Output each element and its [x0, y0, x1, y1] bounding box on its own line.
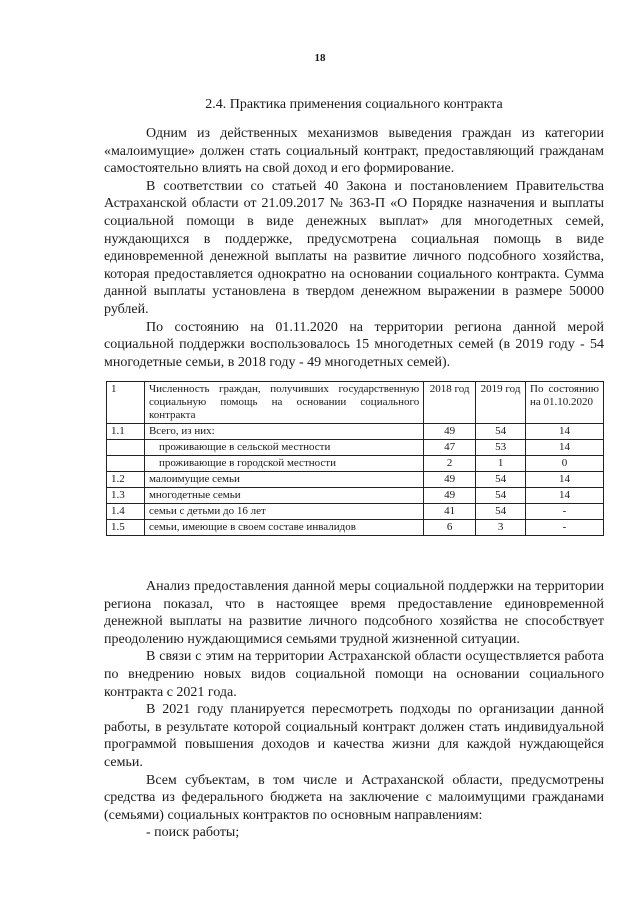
table-row [107, 472, 604, 488]
table-cell: 14 [526, 472, 604, 488]
paragraph: - поиск работы; [146, 825, 240, 841]
paragraph: В соответствии со статьей 40 Закона и постановлением Правительства Астраханской области от 21.09.2017 № 363-П «О Порядке назначения и выплаты социальной помощи в виде денежных выплат» для многодетных семей, нуждающихся в поддержке, предусмотрена социальная помощь в виде единовременной денежной выплаты на развитие личного подсобного хозяйства, которая предоставляется однократно на основании социального контракта. Сумма данной выплаты установлена в твердом денежном выражении в размере 50000 рублей. [104, 178, 604, 317]
table-cell: 41 [424, 504, 476, 520]
page-number: 18 [314, 52, 326, 64]
table-cell: 54 [476, 488, 526, 504]
statistics-table [106, 381, 604, 536]
table-header-cell: 2018 год [424, 382, 476, 424]
table-cell: - [526, 520, 604, 536]
table-cell: 54 [476, 472, 526, 488]
table-header-cell: Численность граждан, получивших государственную социальную помощь на основании социального контракта [144, 382, 423, 424]
table-cell: 1.2 [107, 472, 145, 488]
paragraph: Анализ предоставления данной меры социальной поддержки на территории региона показал, что в настоящее время предоставление единовременной денежной выплаты на развитие личного подсобного хозяйства не способствует преодолению нуждающимися семьями трудной жизненной ситуации. [104, 579, 604, 647]
table-cell: многодетные семьи [144, 488, 423, 504]
table-cell: малоимущие семьи [144, 472, 423, 488]
table-row [107, 424, 604, 440]
table-row [107, 488, 604, 504]
table-cell: 1.3 [107, 488, 145, 504]
table-cell [107, 456, 145, 472]
text-block-top [104, 125, 604, 371]
paragraph: По состоянию на 01.11.2020 на территории региона данной мерой социальной поддержки воспользовалось 15 многодетных семей (в 2019 году - 54 многодетные семьи, в 2018 году - 49 многодетных семей). [104, 319, 604, 370]
table-cell: 14 [526, 424, 604, 440]
table-cell: 1 [476, 456, 526, 472]
table-cell: 6 [424, 520, 476, 536]
text-block-bottom [104, 578, 604, 842]
paragraph: Одним из действенных механизмов выведения граждан из категории «малоимущие» должен стать социальный контракт, предоставляющий гражданам самостоятельно влиять на свой доход и его формирование. [104, 126, 604, 177]
table-header-row [107, 382, 604, 424]
table-cell: 49 [424, 488, 476, 504]
table-cell: 47 [424, 440, 476, 456]
table-cell: 1.4 [107, 504, 145, 520]
table-cell: 49 [424, 472, 476, 488]
table-cell: 14 [526, 440, 604, 456]
table-cell: 53 [476, 440, 526, 456]
table-cell: 14 [526, 488, 604, 504]
table-header-cell: По состоянию на 01.10.2020 [526, 382, 604, 424]
table-cell: Всего, из них: [144, 424, 423, 440]
table-cell: - [526, 504, 604, 520]
table-cell: 1.5 [107, 520, 145, 536]
table-cell: проживающие в городской местности [144, 456, 423, 472]
table-cell: проживающие в сельской местности [144, 440, 423, 456]
table-cell: 1.1 [107, 424, 145, 440]
table-cell: семьи с детьми до 16 лет [144, 504, 423, 520]
table-row [107, 504, 604, 520]
table-cell: семьи, имеющие в своем составе инвалидов [144, 520, 423, 536]
table-cell: 3 [476, 520, 526, 536]
paragraph: В 2021 году планируется пересмотреть подходы по организации данной работы, в результате которой социальный контракт должен стать индивидуальной программой повышения доходов и качества жизни для каждой нуждающейся семьи. [104, 702, 604, 770]
paragraph: Всем субъектам, в том числе и Астраханской области, предусмотрены средства из федерального бюджета на заключение с малоимущими гражданами (семьями) социальных контрактов по основным направлениям: [104, 772, 604, 823]
table-header-cell: 2019 год [476, 382, 526, 424]
table-row [107, 440, 604, 456]
table-row [107, 456, 604, 472]
table-cell: 2 [424, 456, 476, 472]
paragraph: В связи с этим на территории Астраханской области осуществляется работа по внедрению новых видов социальной помощи на основании социального контракта с 2021 года. [104, 649, 604, 700]
table-cell: 0 [526, 456, 604, 472]
table-cell: 1 [107, 382, 145, 424]
section-heading: 2.4. Практика применения социального контракта [205, 97, 503, 112]
table-cell [107, 440, 145, 456]
table-cell: 54 [476, 424, 526, 440]
table-cell: 54 [476, 504, 526, 520]
table-row [107, 520, 604, 536]
table-cell: 49 [424, 424, 476, 440]
